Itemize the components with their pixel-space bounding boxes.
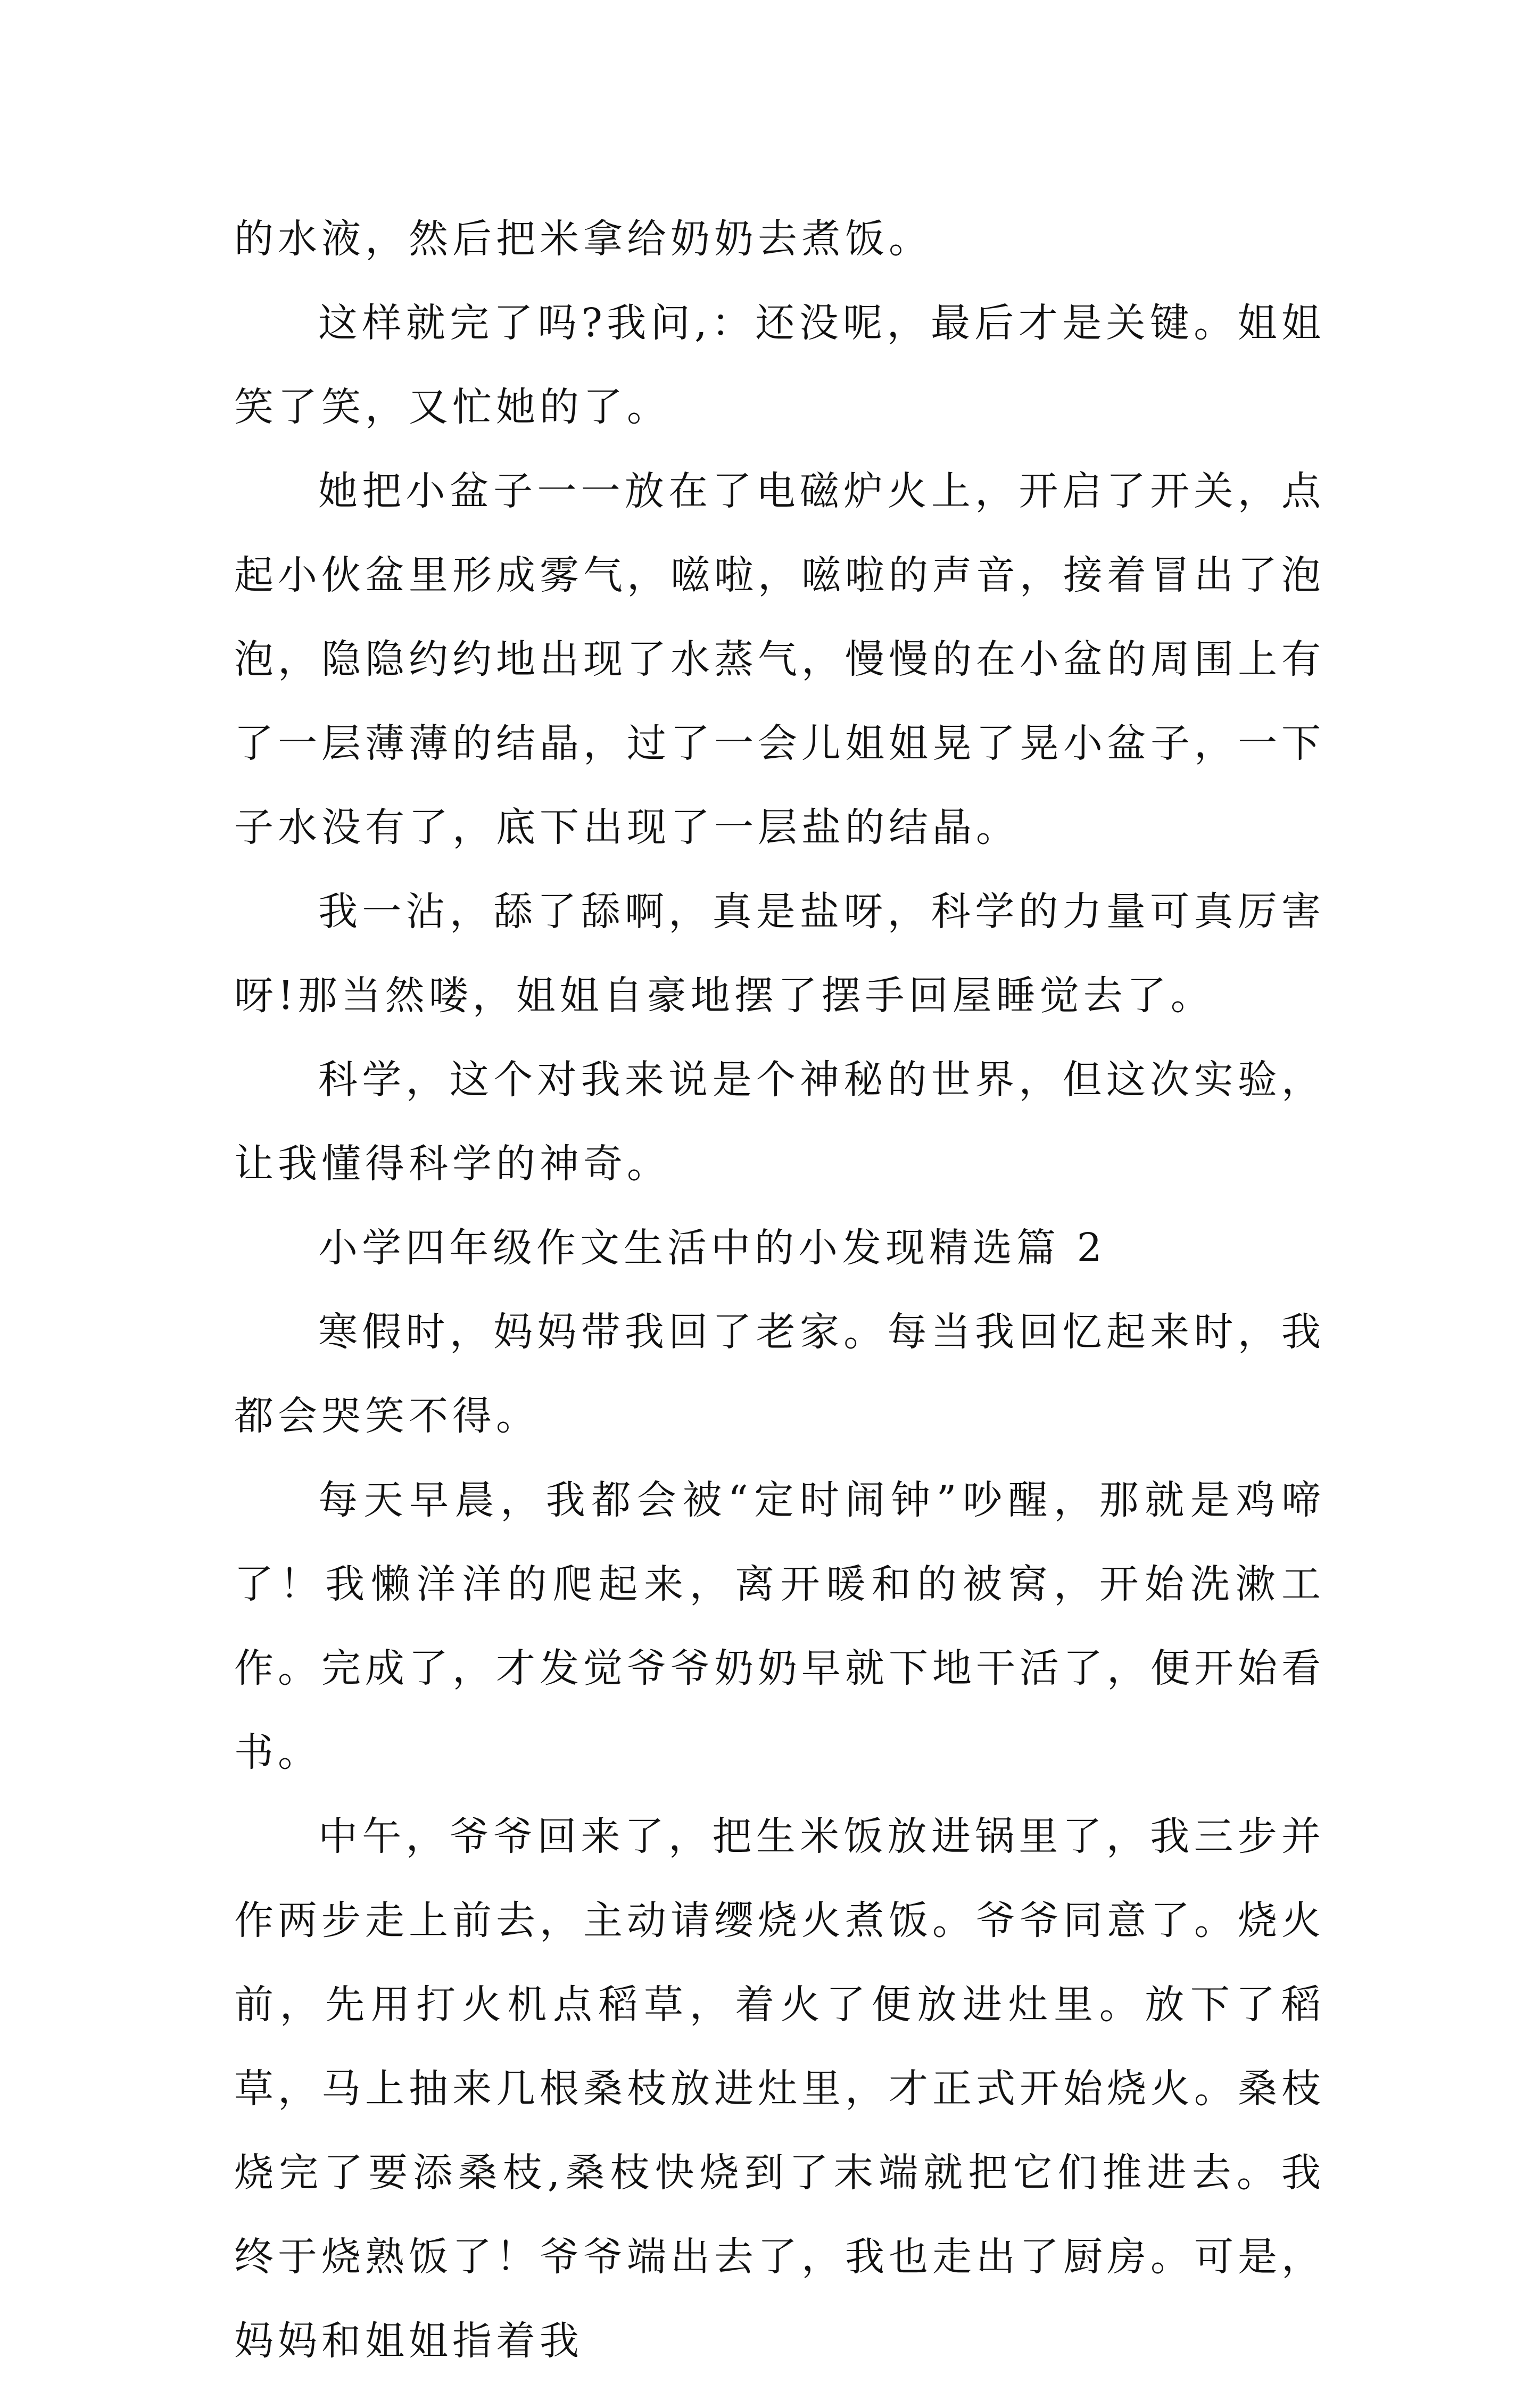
paragraph: 我一沾，舔了舔啊，真是盐呀，科学的力量可真厉害呀!那当然喽，姐姐自豪地摆了摆手回屋睡觉去了。 (234, 889, 1325, 1019)
document-body (234, 197, 1325, 2383)
paragraph: 中午，爷爷回来了，把生米饭放进锅里了，我三步并作两步走上前去，主动请缨烧火煮饭。爷爷同意了。烧火前，先用打火机点稻草，着火了便放进灶里。放下了稻草，马上抽来几根桑枝放进灶里，才正式开始烧火。桑枝烧完了要添桑枝,桑枝快烧到了末端就把它们推进去。我终于烧熟饭了！爷爷端出去了，我也走出了厨房。可是，妈妈和姐姐指着我 (234, 1814, 1325, 2364)
paragraph-continuation: 的水液，然后把米拿给奶奶去煮饭。 (234, 216, 932, 262)
paragraph: 这样就完了吗?我问,：还没呢，最后才是关键。姐姐笑了笑，又忙她的了。 (234, 300, 1325, 430)
section-heading: 小学四年级作文生活中的小发现精选篇 2 (318, 1225, 1106, 1271)
paragraph: 每天早晨，我都会被“定时闹钟”吵醒，那就是鸡啼了！我懒洋洋的爬起来，离开暖和的被窝，开始洗漱工作。完成了，才发觉爷爷奶奶早就下地干活了，便开始看书。 (234, 1477, 1325, 1775)
paragraph: 科学，这个对我来说是个神秘的世界，但这次实验，让我懂得科学的神奇。 (234, 1057, 1325, 1187)
paragraph: 寒假时，妈妈带我回了老家。每当我回忆起来时，我都会哭笑不得。 (234, 1309, 1325, 1439)
paragraph: 她把小盆子一一放在了电磁炉火上，开启了开关，点起小伙盆里形成雾气，嗞啦，嗞啦的声音，接着冒出了泡泡，隐隐约约地出现了水蒸气，慢慢的在小盆的周围上有了一层薄薄的结晶，过了一会儿姐姐晃了晃小盆子，一下子水没有了，底下出现了一层盐的结晶。 (234, 468, 1325, 850)
